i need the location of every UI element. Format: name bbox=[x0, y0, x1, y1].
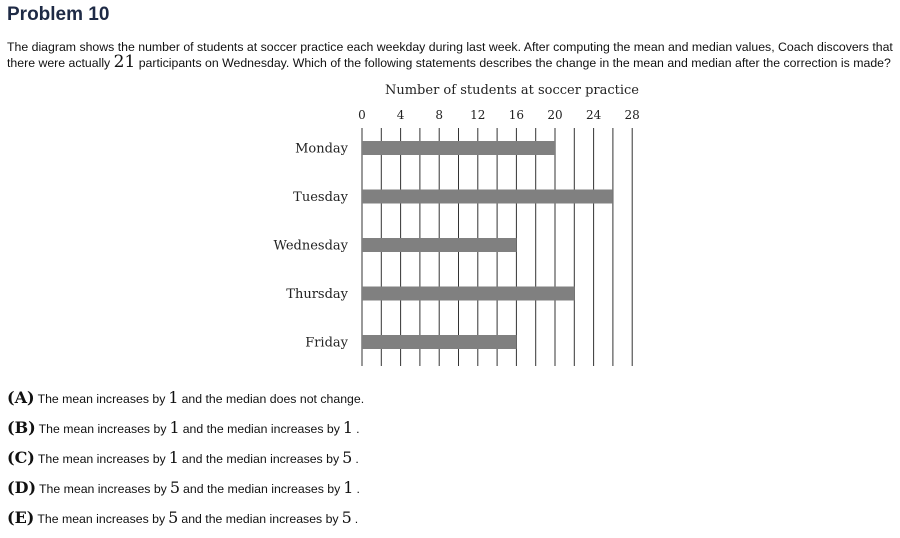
chart-category-labels bbox=[274, 142, 349, 351]
choice-number: 5 bbox=[341, 508, 352, 527]
tick-label: 20 bbox=[547, 108, 563, 122]
category-label: Thursday bbox=[286, 287, 348, 302]
choice-text: The mean increases by bbox=[37, 512, 166, 526]
choice-number: 1 bbox=[343, 478, 354, 497]
choice-letter: (B) bbox=[7, 418, 36, 437]
problem-text-after: participants on Wednesday. Which of the following statements describes the change in the mean and median after the correction is made? bbox=[138, 55, 891, 70]
answer-choices bbox=[7, 388, 364, 538]
chart-tick-labels bbox=[358, 108, 640, 122]
choice-b[interactable] bbox=[7, 418, 364, 448]
choice-e[interactable] bbox=[7, 508, 364, 538]
tick-label: 12 bbox=[470, 108, 486, 122]
choice-number: 1 bbox=[168, 388, 179, 407]
choice-period: . bbox=[354, 512, 359, 526]
choice-period: . bbox=[355, 452, 359, 466]
choice-letter: (E) bbox=[7, 508, 35, 527]
choice-text: and the median increases by bbox=[181, 512, 339, 526]
problem-title: Problem 10 bbox=[7, 4, 110, 25]
choice-text: and the median does not change. bbox=[181, 392, 365, 406]
bar-wednesday bbox=[362, 238, 516, 252]
choice-text: The mean increases by bbox=[37, 392, 166, 406]
choice-text: The mean increases by bbox=[39, 482, 167, 496]
tick-label: 4 bbox=[396, 108, 405, 122]
category-label: Tuesday bbox=[293, 190, 348, 205]
choice-text: The mean increases by bbox=[37, 452, 166, 466]
choice-c[interactable] bbox=[7, 448, 364, 478]
choice-a[interactable] bbox=[7, 388, 364, 418]
choice-period: . bbox=[356, 422, 360, 436]
category-label: Friday bbox=[305, 335, 348, 351]
tick-label: 16 bbox=[508, 108, 525, 122]
choice-number: 1 bbox=[342, 418, 354, 437]
choice-text: and the median increases by bbox=[182, 422, 340, 436]
category-label: Wednesday bbox=[273, 238, 348, 254]
tick-label: 0 bbox=[358, 108, 366, 122]
bar-friday bbox=[362, 335, 516, 349]
bar-monday bbox=[362, 141, 555, 155]
chart-bars bbox=[362, 141, 613, 349]
tick-label: 28 bbox=[624, 108, 640, 122]
tick-label: 24 bbox=[585, 108, 602, 122]
choice-number: 5 bbox=[342, 448, 353, 467]
choice-text: and the median increases by bbox=[183, 482, 341, 496]
problem-text-before: The diagram shows the number of students at soccer practice each weekday during last week. After computing the mean and median values, Coach discovers that there were actually bbox=[7, 40, 893, 70]
choice-d[interactable] bbox=[7, 478, 364, 508]
choice-number: 5 bbox=[168, 508, 179, 527]
choice-number: 5 bbox=[169, 478, 181, 497]
choice-text: The mean increases by bbox=[38, 422, 167, 436]
choice-letter: (D) bbox=[7, 478, 37, 497]
problem-number: 21 bbox=[113, 51, 136, 72]
category-label: Monday bbox=[295, 141, 348, 157]
choice-letter: (A) bbox=[7, 388, 35, 407]
choice-number: 1 bbox=[168, 448, 179, 467]
chart-title: Number of students at soccer practice bbox=[384, 83, 640, 98]
bar-tuesday bbox=[362, 190, 613, 204]
choice-text: and the median increases by bbox=[181, 452, 340, 466]
tick-label: 8 bbox=[435, 108, 444, 122]
bar-thursday bbox=[362, 287, 574, 301]
choice-number: 1 bbox=[169, 418, 180, 437]
choice-period: . bbox=[356, 482, 360, 496]
choice-letter: (C) bbox=[7, 448, 35, 467]
